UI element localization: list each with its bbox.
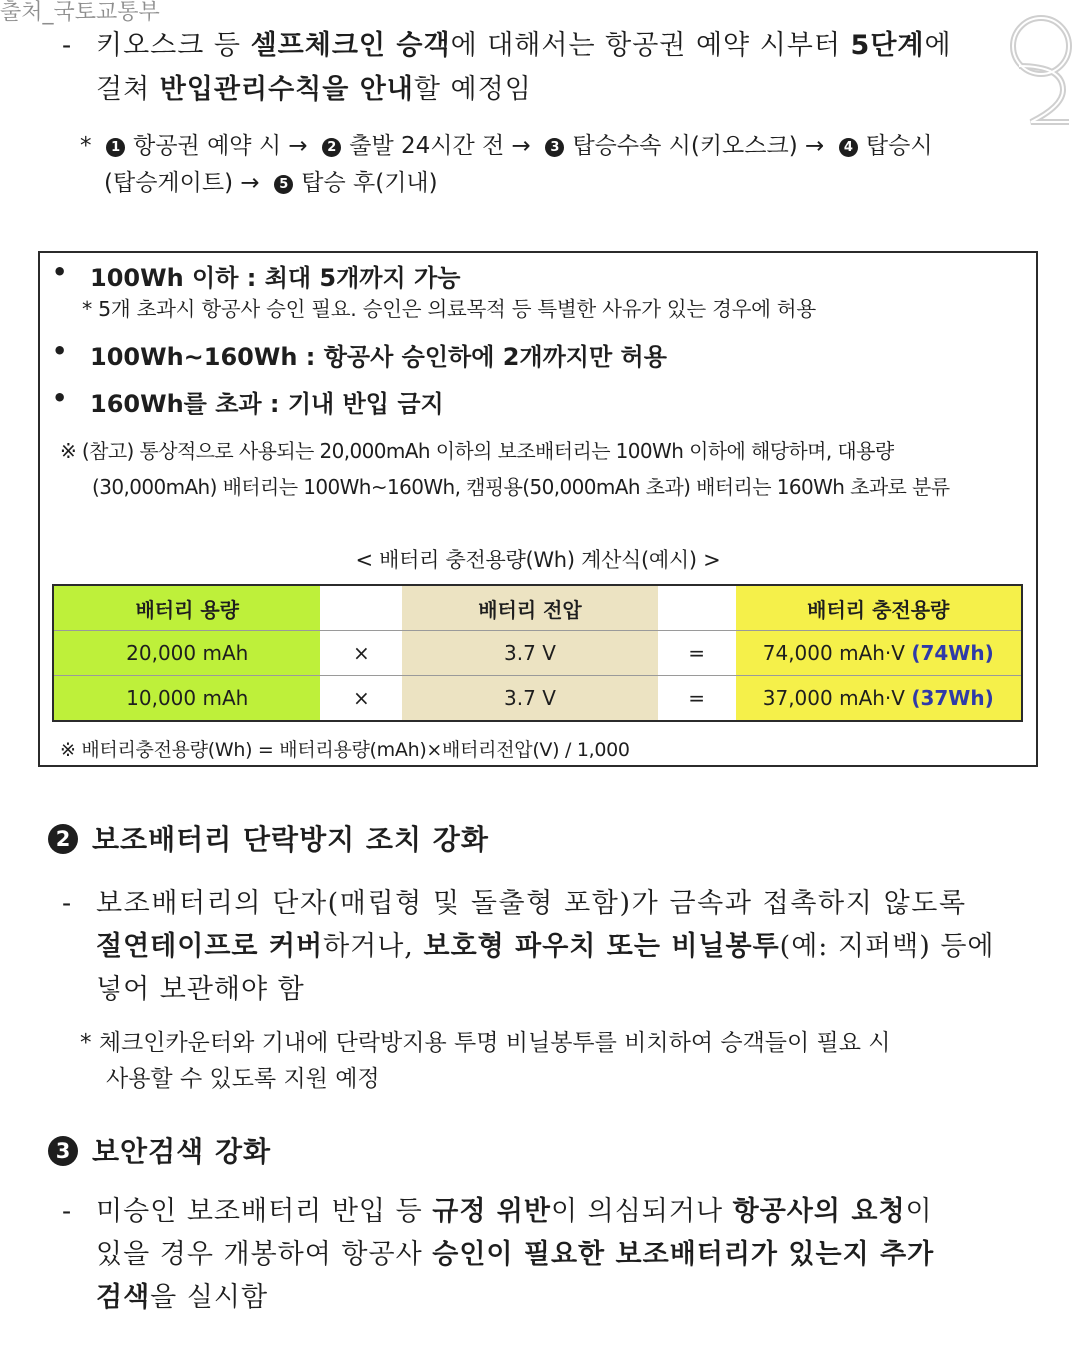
section-2-line-2 (96, 925, 995, 969)
section-2-note-1 (80, 1025, 891, 1061)
table-header-row (53, 585, 1022, 631)
intro-text: 걸쳐 (96, 74, 160, 105)
header-blank (658, 585, 736, 631)
cell-operator: × (320, 631, 402, 676)
intro-bold: 반입관리수칙을 안내 (159, 74, 414, 105)
section-3-line-3 (96, 1276, 268, 1320)
text: 이 의심되거나 (550, 1196, 733, 1227)
step-number: 3 (545, 138, 564, 157)
step-text: 탑승시 (865, 133, 933, 159)
star-mark: * (80, 133, 92, 159)
step-text: 출발 24시간 전 → (349, 133, 531, 159)
rule-text: 160Wh를 초과 : 기내 반입 금지 (90, 390, 444, 418)
text: 을 실시함 (150, 1282, 269, 1313)
step-text: 항공권 예약 시 → (133, 133, 308, 159)
steps-line-2 (104, 165, 438, 201)
intro-text: 에 대해서는 항공권 예약 시부터 (450, 30, 851, 61)
step-number: 2 (322, 138, 341, 157)
section-3-heading (48, 1130, 271, 1170)
result-value: 37,000 mAh·V (762, 686, 905, 710)
bullet: • (52, 384, 68, 412)
section-3-line-1 (96, 1190, 933, 1234)
section-3-dash: - (62, 1196, 73, 1227)
section-2-heading (48, 818, 489, 858)
intro-line-1 (96, 24, 952, 68)
battery-calc-table (52, 584, 1023, 722)
formula-note: ※ 배터리충전용량(Wh) = 배터리용량(mAh)×배터리전압(V) / 1,000 (60, 739, 630, 761)
intro-line-2 (96, 68, 532, 112)
bold-text: 승인이 필요한 보조배터리가 있는지 추가 (432, 1239, 935, 1270)
bold-text: 검색 (96, 1282, 151, 1313)
intro-text: 키오스크 등 (96, 30, 251, 61)
bold-text: 보호형 파우치 또는 비닐봉투 (423, 931, 780, 962)
cell-voltage: 3.7 V (402, 676, 657, 722)
source-label: 출처_국토교통부 (0, 0, 160, 25)
section-title: 보안검색 강화 (92, 1135, 272, 1168)
note-text: 체크인카운터와 기내에 단락방지용 투명 비닐봉투를 비치하여 승객들이 필요 시 (98, 1030, 891, 1056)
reference-line-1: ※ (참고) 통상적으로 사용되는 20,000mAh 이하의 보조배터리는 100Wh 이하에 해당하며, 대용량 (60, 439, 894, 463)
cell-result (736, 676, 1023, 722)
header-charge: 배터리 충전용량 (736, 585, 1023, 631)
steps-line-1 (80, 128, 933, 164)
result-wh: (37Wh) (911, 686, 994, 710)
step-text: (탑승게이트) → (104, 170, 260, 196)
bold-text: 규정 위반 (432, 1196, 551, 1227)
section-2-dash: - (62, 888, 73, 919)
text: (예: 지퍼백) 등에 (779, 931, 995, 962)
section-2-note-2: 사용할 수 있도록 지원 예정 (106, 1066, 380, 1092)
section-3-line-2 (96, 1233, 934, 1277)
step-text: 탑승수속 시(키오스크) → (572, 133, 825, 159)
result-value: 74,000 mAh·V (762, 641, 905, 665)
cell-operator: × (320, 676, 402, 722)
bold-text: 절연테이프로 커버 (96, 931, 324, 962)
intro-bold: 셀프체크인 승객 (250, 30, 451, 61)
step-text: 탑승 후(기내) (301, 170, 438, 196)
rule-1-note: * 5개 초과시 항공사 승인 필요. 승인은 의료목적 등 특별한 사유가 있는 경우에 허용 (82, 297, 816, 321)
section-number: 2 (48, 824, 78, 854)
cell-operator: = (658, 676, 736, 722)
text: 미승인 보조배터리 반입 등 (96, 1196, 433, 1227)
text: 이 (905, 1196, 933, 1227)
cell-result (736, 631, 1023, 676)
bullet: • (52, 258, 68, 286)
header-voltage: 배터리 전압 (402, 585, 657, 631)
header-capacity: 배터리 용량 (53, 585, 320, 631)
bold-text: 항공사의 요청 (732, 1196, 906, 1227)
section-title: 보조배터리 단락방지 조치 강화 (92, 823, 489, 856)
section-2-line-1: 보조배터리의 단자(매립형 및 돌출형 포함)가 금속과 접촉하지 않도록 (96, 888, 967, 919)
result-wh: (74Wh) (911, 641, 994, 665)
cell-voltage: 3.7 V (402, 631, 657, 676)
intro-dash: - (62, 30, 73, 61)
text: 하거나, (323, 931, 424, 962)
cell-operator: = (658, 631, 736, 676)
table-row (53, 676, 1022, 722)
rule-text: 100Wh~160Wh : 항공사 승인하에 2개까지만 허용 (90, 343, 667, 371)
section-number: 3 (48, 1136, 78, 1166)
reference-line-2: (30,000mAh) 배터리는 100Wh~160Wh, 캠핑용(50,000mAh 초과) 배터리는 160Wh 초과로 분류 (92, 475, 950, 499)
text: 있을 경우 개봉하여 항공사 (96, 1239, 433, 1270)
intro-bold: 5단계 (850, 30, 925, 61)
step-number: 1 (106, 138, 125, 157)
star-mark: * (80, 1030, 92, 1056)
cell-capacity: 10,000 mAh (53, 676, 320, 722)
intro-text: 에 (924, 30, 952, 61)
table-caption: < 배터리 충전용량(Wh) 계산식(예시) > (355, 548, 721, 572)
header-blank (320, 585, 402, 631)
cell-capacity: 20,000 mAh (53, 631, 320, 676)
table-row (53, 631, 1022, 676)
bullet: • (52, 337, 68, 365)
section-2-line-3: 넣어 보관해야 함 (96, 974, 305, 1005)
rule-text: 100Wh 이하 : 최대 5개까지 가능 (90, 264, 461, 292)
intro-text: 할 예정임 (413, 74, 532, 105)
step-number: 4 (839, 138, 858, 157)
step-number: 5 (274, 175, 293, 194)
watermark-logo (1003, 6, 1079, 134)
